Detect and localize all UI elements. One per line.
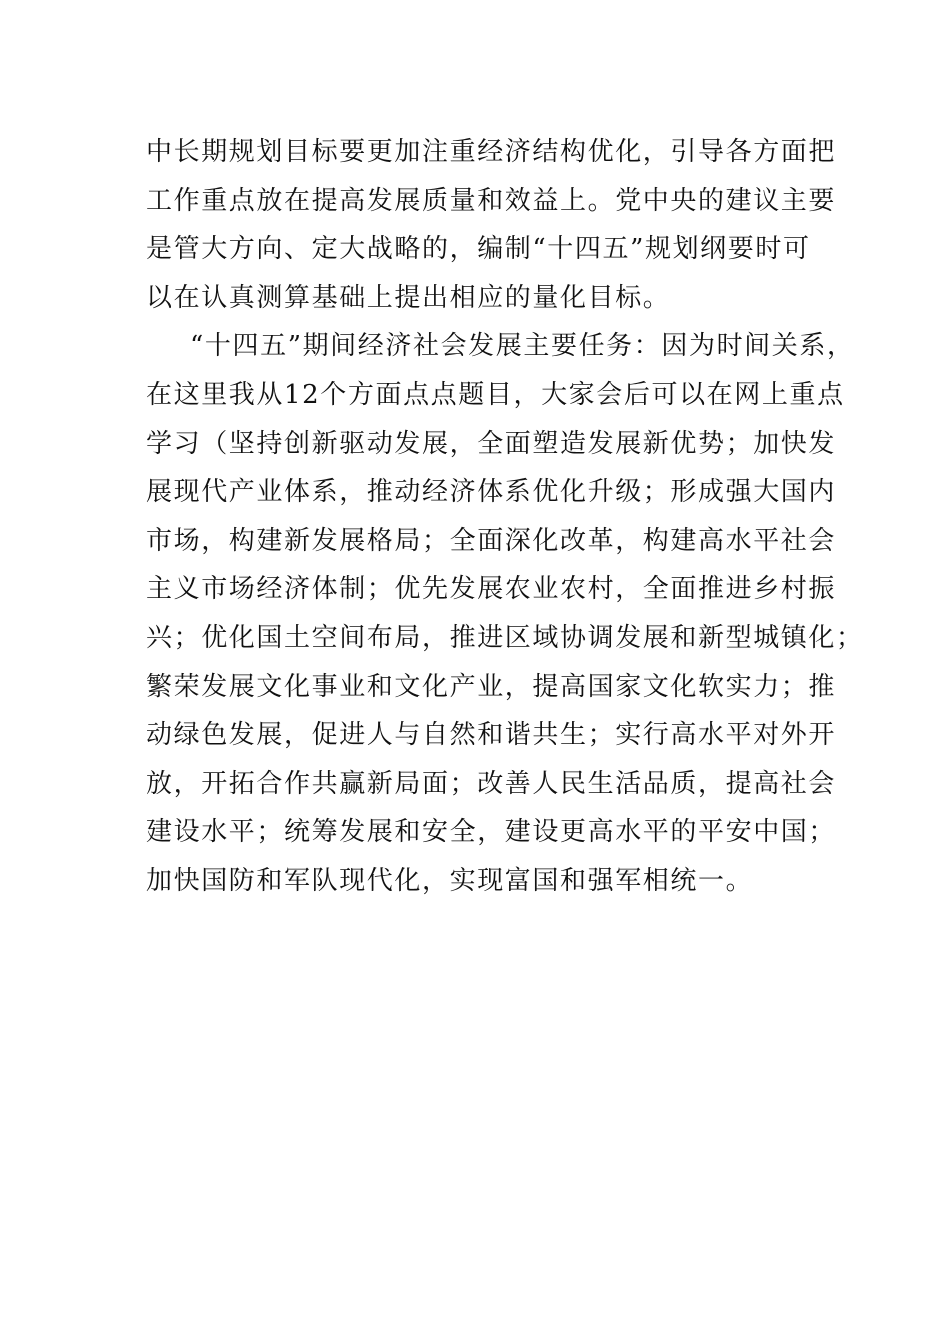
text-line: 学习（坚持创新驱动发展，全面塑造发展新优势；加快发 [146, 428, 837, 459]
document-body [146, 128, 864, 906]
text-line: 主义市场经济体制；优先发展农业农村，全面推进乡村振 [146, 574, 837, 605]
text-line: 是管大方向、定大战略的，编制“十四五”规划纲要时可 [146, 234, 811, 265]
text-line: 以在认真测算基础上提出相应的量化目标。 [146, 282, 671, 313]
text-line: 在这里我从12个方面点点题目，大家会后可以在网上重点 [146, 379, 845, 410]
text-line: 放，开拓合作共赢新局面；改善人民生活品质，提高社会 [146, 768, 837, 799]
text-line: 工作重点放在提高发展质量和效益上。党中央的建议主要 [146, 185, 837, 216]
text-line: 加快国防和军队现代化，实现富国和强军相统一。 [146, 865, 754, 896]
paragraph-continued [146, 128, 837, 322]
text-line-first: “十四五”期间经济社会发展主要任务：因为时间关系， [190, 331, 855, 362]
text-line: 建设水平；统筹发展和安全，建设更高水平的平安中国； [146, 817, 837, 848]
text-line: 中长期规划目标要更加注重经济结构优化，引导各方面把 [146, 137, 837, 167]
text-line: 展现代产业体系，推动经济体系优化升级；形成强大国内 [146, 477, 837, 508]
text-line: 市场，构建新发展格局；全面深化改革，构建高水平社会 [146, 525, 837, 556]
paragraph-main-tasks [146, 322, 864, 905]
text-line: 繁荣发展文化事业和文化产业，提高国家文化软实力；推 [146, 671, 837, 702]
text-line: 兴；优化国土空间布局，推进区域协调发展和新型城镇化； [146, 622, 864, 653]
text-line: 动绿色发展，促进人与自然和谐共生；实行高水平对外开 [146, 720, 837, 751]
